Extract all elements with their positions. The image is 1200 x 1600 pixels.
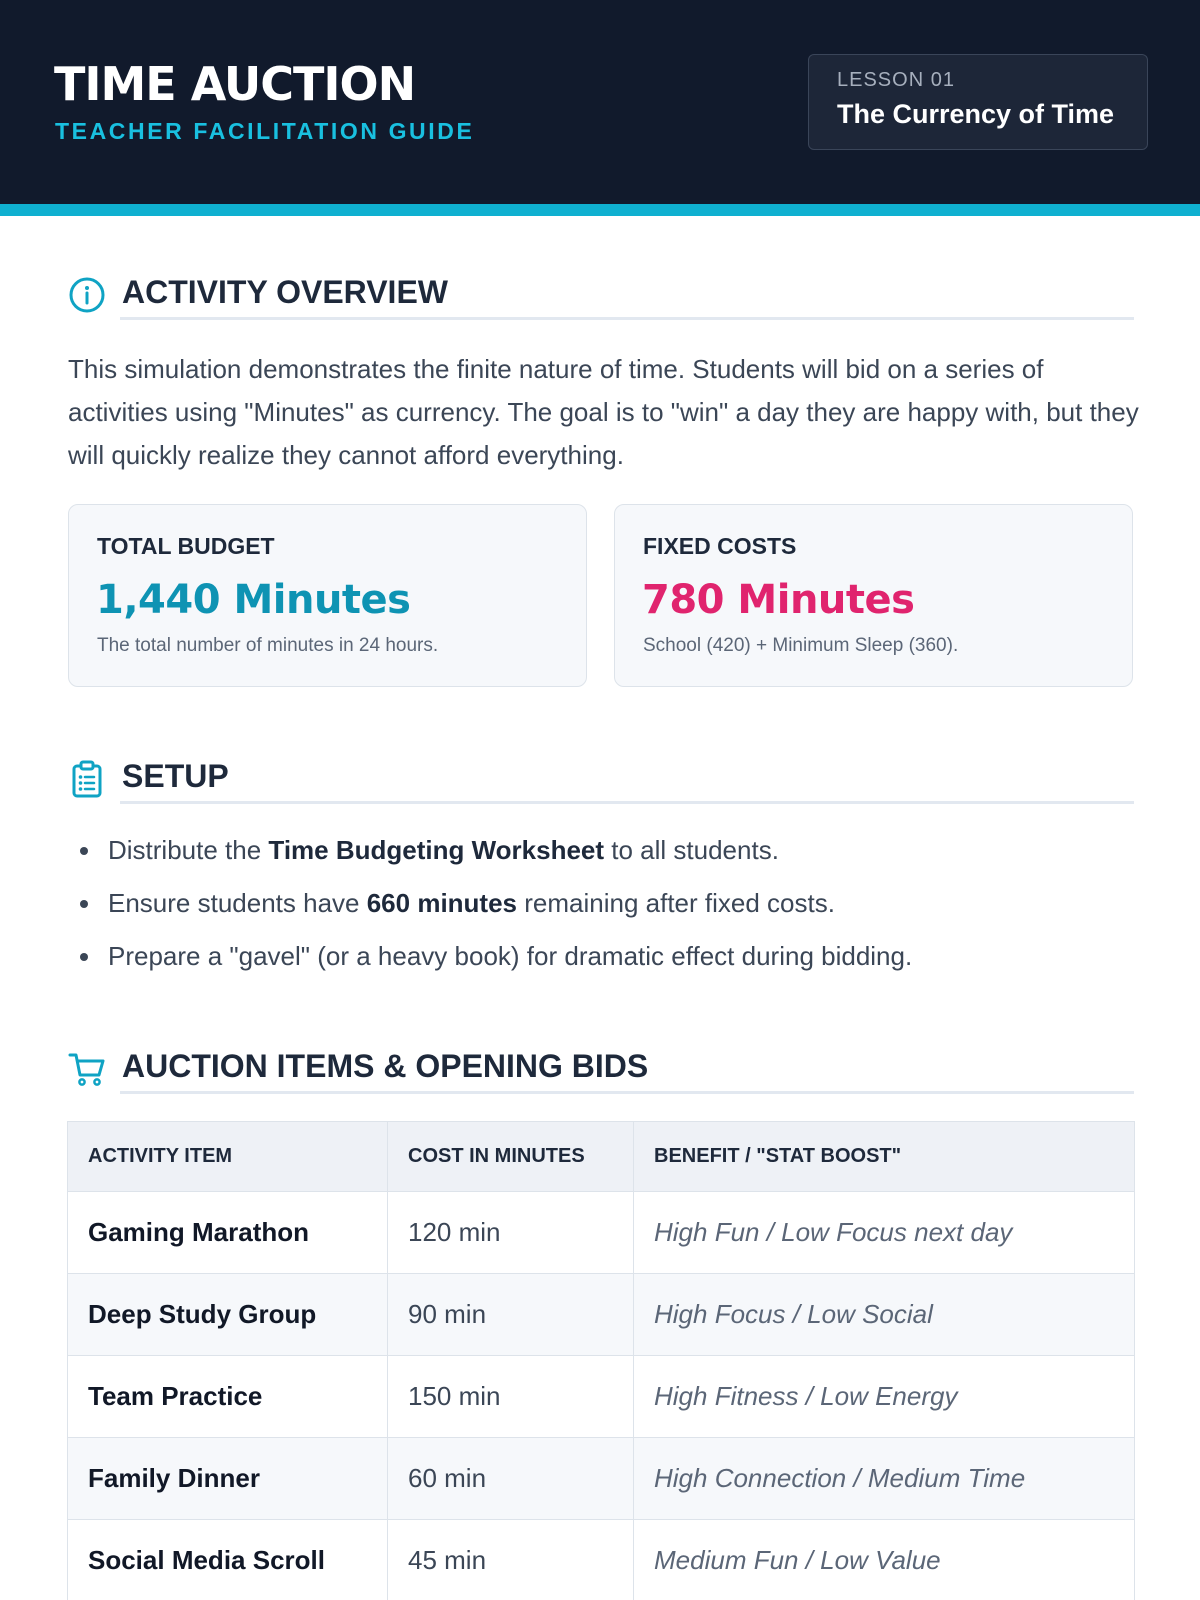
total-budget-card <box>68 504 587 687</box>
auction-heading: AUCTION ITEMS & OPENING BIDS <box>122 1048 649 1084</box>
auction-table <box>67 1121 1135 1600</box>
activity-item-cell: Team Practice <box>68 1356 388 1438</box>
setup-heading: SETUP <box>122 758 229 794</box>
activity-item-cell: Family Dinner <box>68 1438 388 1520</box>
activity-item-cell: Gaming Marathon <box>68 1192 388 1274</box>
table-row <box>68 1192 1135 1274</box>
list-item-text: Distribute the <box>108 835 269 865</box>
lesson-label: LESSON 01 <box>837 69 955 91</box>
list-item-text: Prepare a "gavel" (or a heavy book) for dramatic effect during bidding. <box>108 941 913 971</box>
cost-cell: 150 min <box>388 1356 634 1438</box>
list-item <box>68 881 1140 934</box>
list-item-text: to all students. <box>604 835 779 865</box>
benefit-cell: High Fun / Low Focus next day <box>634 1192 1135 1274</box>
setup-section-header <box>68 754 1134 804</box>
activity-item-cell: Social Media Scroll <box>68 1520 388 1600</box>
page-title: TIME AUCTION <box>54 57 416 111</box>
lesson-title: The Currency of Time <box>837 99 1115 129</box>
column-header: ACTIVITY ITEM <box>68 1122 388 1192</box>
activity-item-cell: Deep Study Group <box>68 1274 388 1356</box>
table-row <box>68 1520 1135 1600</box>
section-divider <box>120 1091 1134 1094</box>
bullet <box>80 847 88 855</box>
info-icon <box>68 276 106 314</box>
list-item-text: remaining after fixed costs. <box>517 888 835 918</box>
overview-text: This simulation demonstrates the finite nature of time. Students will bid on a series of activities using "Minutes" as currency. The goal is to "win" a day they are happy with, but they will quickly realize they cannot afford everything. <box>68 354 1139 470</box>
table-row <box>68 1438 1135 1520</box>
section-divider <box>120 317 1134 320</box>
setup-list <box>68 828 1140 987</box>
stat-value: 1,440 Minutes <box>96 577 411 623</box>
list-item-text: Ensure students have <box>108 888 367 918</box>
list-item-bold: Time Budgeting Worksheet <box>268 835 605 865</box>
header-accent-stripe <box>0 204 1200 216</box>
bullet <box>80 900 88 908</box>
table-row <box>68 1274 1135 1356</box>
stat-label: TOTAL BUDGET <box>97 533 275 559</box>
stat-note: School (420) + Minimum Sleep (360). <box>643 635 959 656</box>
stat-label: FIXED COSTS <box>643 533 797 559</box>
column-header: BENEFIT / "STAT BOOST" <box>634 1122 1135 1192</box>
table-header-row <box>68 1122 1135 1192</box>
cost-cell: 120 min <box>388 1192 634 1274</box>
benefit-cell: High Connection / Medium Time <box>634 1438 1135 1520</box>
table-row <box>68 1356 1135 1438</box>
overview-section-header <box>68 270 1134 320</box>
stat-value: 780 Minutes <box>642 577 915 623</box>
cost-cell: 60 min <box>388 1438 634 1520</box>
cost-cell: 45 min <box>388 1520 634 1600</box>
list-item <box>68 934 1140 987</box>
auction-section-header <box>68 1044 1134 1094</box>
benefit-cell: Medium Fun / Low Value <box>634 1520 1135 1600</box>
lesson-badge <box>808 54 1148 150</box>
fixed-costs-card <box>614 504 1133 687</box>
cost-cell: 90 min <box>388 1274 634 1356</box>
list-item <box>68 828 1140 881</box>
bullet <box>80 953 88 961</box>
benefit-cell: High Focus / Low Social <box>634 1274 1135 1356</box>
list-item-bold: 660 minutes <box>366 888 518 918</box>
page-header <box>0 0 1200 204</box>
cart-icon <box>68 1050 106 1088</box>
benefit-cell: High Fitness / Low Energy <box>634 1356 1135 1438</box>
stat-note: The total number of minutes in 24 hours. <box>97 635 439 656</box>
clipboard-icon <box>68 760 106 798</box>
column-header: COST IN MINUTES <box>388 1122 634 1192</box>
overview-heading: ACTIVITY OVERVIEW <box>122 274 448 310</box>
page-subtitle: TEACHER FACILITATION GUIDE <box>55 118 475 144</box>
section-divider <box>120 801 1134 804</box>
